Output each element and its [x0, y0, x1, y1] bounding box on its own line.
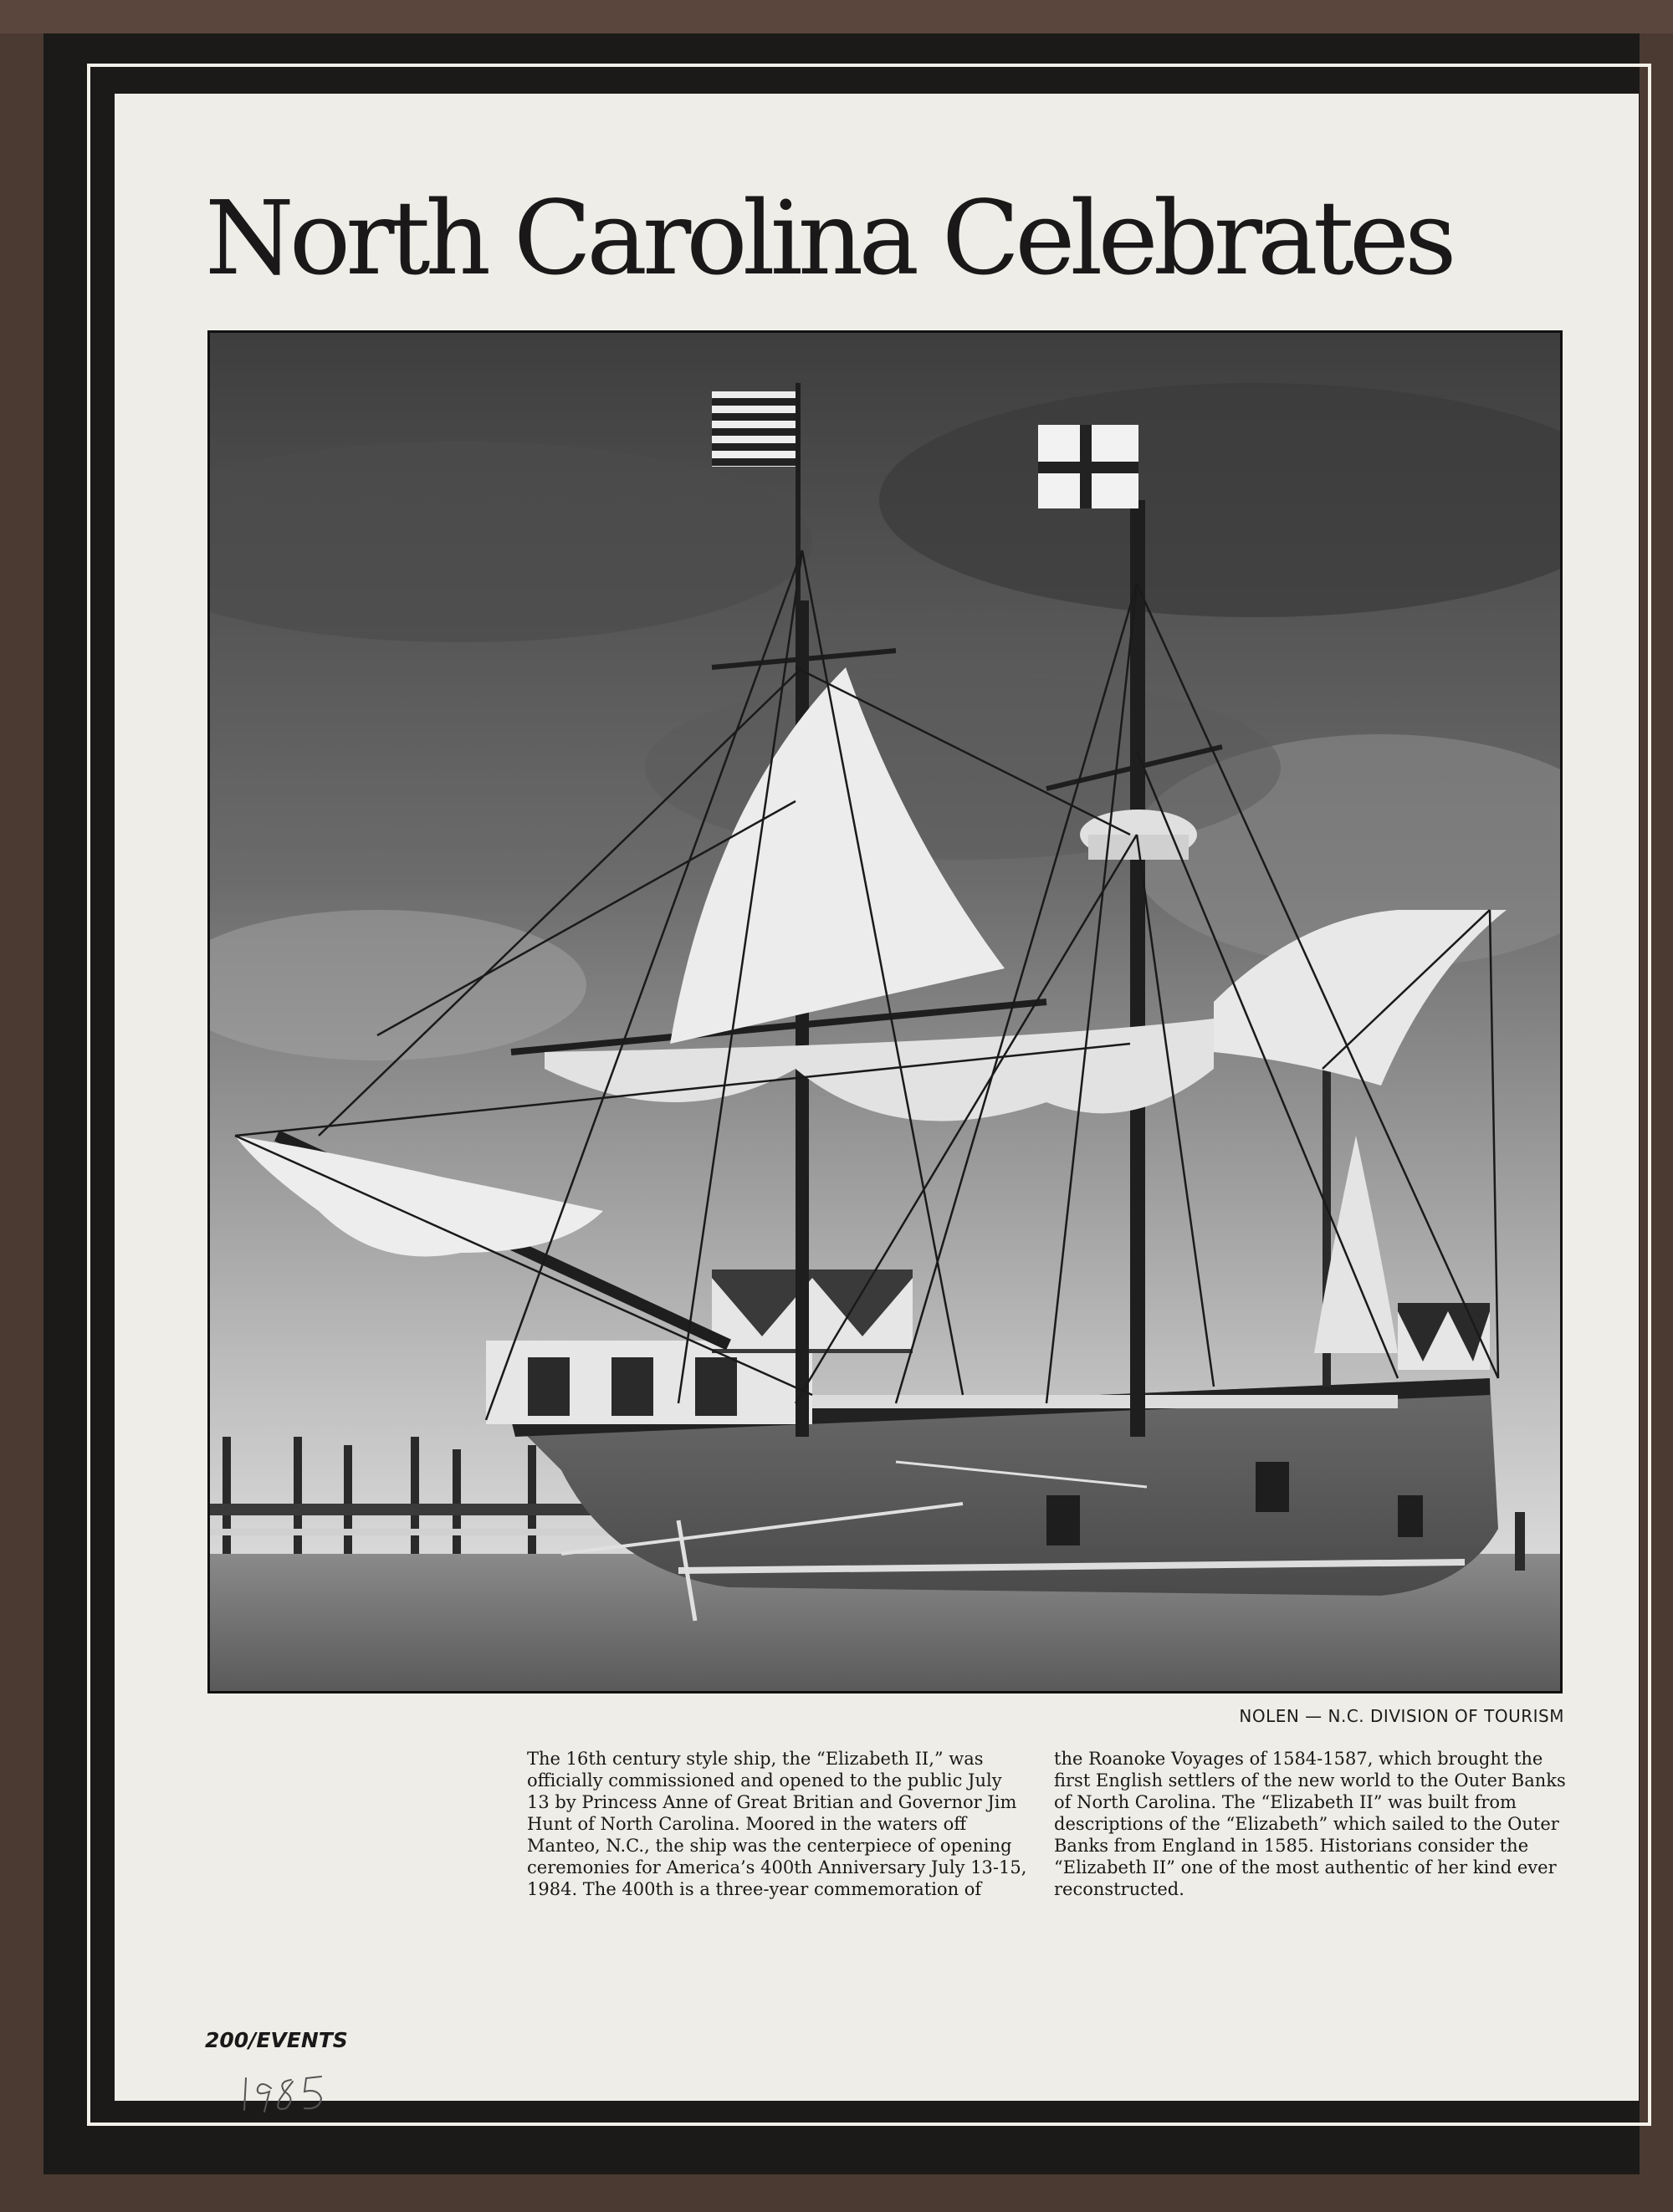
page-folio: 200/EVENTS: [205, 2028, 348, 2052]
scan-background-edge: [0, 0, 1673, 33]
striped-flag: [712, 391, 796, 467]
ship-photo: [207, 330, 1563, 1693]
caption-column-left: [527, 1748, 1029, 1900]
caption-column-right: [1054, 1748, 1573, 1900]
sailing-ship-icon: [210, 333, 1560, 1691]
handwritten-1985-icon: [241, 2070, 341, 2116]
handwritten-year-note: [241, 2070, 341, 2116]
caption-text-right: the Roanoke Voyages of 1584-1587, which brought the first English settlers of the new world to the Outer Banks of North Carolina. The “Elizabeth II” was built from descriptions of the “Elizabeth” which sailed to the Outer Banks from England in 1585. Historians consider the “Elizabeth II” one of the most authentic of her kind ever reconstructed.: [1054, 1749, 1566, 1899]
photo-credit: NOLEN — N.C. DIVISION OF TOURISM: [1239, 1706, 1564, 1726]
page-title: North Carolina Celebrates: [205, 179, 1452, 298]
caption-text-left: The 16th century style ship, the “Elizabeth II,” was officially commissioned and opened to the public July 13 by Princess Anne of Great Britian and Governor Jim Hunt of North Carolina. Moored in the waters off Manteo, N.C., the ship was the centerpiece of opening ceremonies for America’s 400th Anniversary July 13-15, 1984. The 400th is a three-year commemoration of: [527, 1749, 1027, 1899]
